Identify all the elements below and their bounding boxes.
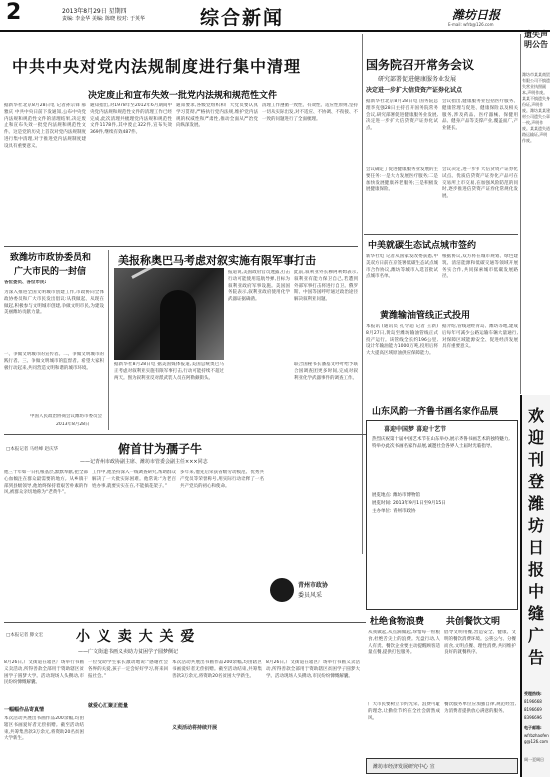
- lead-col-3: 通知要求,各级党组织和广大党员要认真学习贯彻,严格执行党内法规,维护党内法规的权威性和严肃性,推动全面从严治党向纵深发展。: [176, 103, 258, 129]
- letter-date: 2013年8月28日: [56, 422, 90, 427]
- section-divider: [4, 434, 366, 435]
- charity-col-2: 一位受助学生家长激动地说:“感谢社会各界的关爱,孩子一定会好好学习,将来回报社会。”: [88, 660, 168, 679]
- letter-body-2: 一、争做文明城市的宣传者。二、争做文明城市的践行者。三、争做文明城市的监督者。希望大家积极行动起来,共同营造文明和谐的城市环境。: [4, 352, 104, 371]
- issue-date: 2013年8月29日 星期四: [62, 8, 127, 15]
- page-number: 2: [6, 0, 22, 25]
- charity-col-1: 8月26日,广文街道在辖区广场举行书画义卖活动,所得善款全部用于资助辖区贫困学子圆梦大学。活动现场人头攒动,市民纷纷慷慨解囊。: [4, 660, 84, 686]
- cppcc-emblem-icon: [270, 578, 294, 602]
- syria-col-3: 联合国秘书长潘基文呼吁给予联合国调查团更多时间,完成对叙利亚化学武器事件的调查工作。: [294, 362, 358, 381]
- feature-subhead: ——记青州市政协副主席、潍坊市管委会副主任×××同志: [80, 459, 208, 465]
- newspaper-logo: 潍坊日报: [452, 8, 501, 22]
- bottom-banner-text: 潍坊市经济发展研究中心 宣: [373, 764, 435, 770]
- lead-col-2: 通知指出,对1978年至2012年6月期间中央党内法规和规范性文件的清理工作已经完成,此次清理共梳理党内法规和规范性文件1178件,其中废止322件,宣布失效369件,继续有效487件。: [90, 103, 172, 136]
- lead-subhead: 决定废止和宣布失效一批党内法规和规范性文件: [88, 91, 278, 101]
- charity-subhead: ——广文街道书画义卖助力贫困学子圆梦侧记: [78, 649, 179, 655]
- exhibition-headline: 山东风韵一齐鲁书画名家作品展: [372, 407, 499, 417]
- cppcc-logo-sub: 委员风采: [298, 592, 323, 599]
- header-email: E-mail: wfrb@126.com: [448, 22, 494, 27]
- civil-dining-headline: 共创餐饮文明: [446, 617, 501, 627]
- state-council-col-3: 会议确定了促进健康服务业发展的主要任务:一是大力发展医疗服务;二是加快发展健康养老服务;三是积极发展健康保险。: [366, 167, 438, 193]
- feature-col-1: 他三十年如一日扎根基层,默默奉献,把全部心血倾注在群众最需要的地方。从乡镇干部到县级领导,他始终保持着艰苦朴素的作风,被群众亲切地称为“老黄牛”。: [4, 470, 88, 496]
- state-council-col-4: 会议决定,进一步扩大信贷资产证券化试点。优质信贷资产证券化产品可在交易所上市交易,在加强风险防范的同时,逐步推进信贷资产证券化常规化发展。: [442, 167, 518, 200]
- invitation-title: 喜迎中国梦 喜迎十艺节: [384, 426, 447, 433]
- state-council-col-2: 会议指出,健康服务业包括医疗服务、健康管理与促进、健康保险以及相关服务,涉及药品、医疗器械、保健用品、健身产品等支撑产业,覆盖面广,产业链长。: [442, 99, 518, 132]
- lowcarbon-col-2: 根据协议,双方将在城市规划、绿色建筑、清洁能源和低碳交通等领域开展务实合作,共同探索城市低碳发展路径。: [442, 254, 518, 280]
- charity-subhead-c: 义卖活动将持续开展: [172, 725, 218, 731]
- civil-dining-body: 倡导文明用餐,营造安全、健康、文明的餐饮消费环境。公筷公勺、分餐而食,文明点餐、理性消费,共同维护良好的就餐秩序。: [444, 630, 516, 656]
- section-divider: [4, 246, 358, 247]
- notice-title: 遗失声明公告: [524, 30, 548, 49]
- food-waste-body: 从我做起,从点滴做起,珍惜每一粒粮食,杜绝舌尖上的浪费。光盘行动,人人有责。餐饮企业要主动提醒顾客适量点餐,提供打包服务。: [368, 630, 440, 656]
- feature-headline: 俯首甘为孺子牛: [118, 442, 203, 456]
- state-council-subhead-1: 研究部署促进健康服务业发展: [378, 76, 457, 83]
- charity-col-4: 8月26日,广文街道在辖区广场举行书画义卖活动,所得善款全部用于资助辖区贫困学子圆梦大学。活动现场人头攒动,市民纷纷慷慨解囊。: [266, 660, 360, 679]
- lead-col-1: 据新华社北京8月28日电 记者孙宗锋 郝雅庆 中共中央日前下发通知,公布中央党内法规和规范性文件的清理结果,决定废止和宣布失效一批党内法规和规范性文件。这是党的历史上首次对党内法规制度进行集中清理,对于推进党内法规制度建设具有重要意义。: [4, 103, 86, 149]
- letter-body: 为深入推进全国文明城市创建工作,市政协向全体政协委员和广大市民发出倡议:从我做起、从现在做起,积极参与文明城市创建,争做文明市民,为建设美丽潍坊贡献力量。: [4, 290, 104, 316]
- syria-col-2: 此前,叙利亚外长穆阿利姆表示,叙利亚有能力保卫自己,若遭到外部军事打击将进行自卫。俄罗斯、中国等国呼吁通过政治途径解决叙利亚问题。: [294, 270, 358, 303]
- email-address: wfrbzhaofeng@126.com: [524, 733, 549, 744]
- syria-headline: 美报称奥巴马考虑对叙实施有限军事打击: [118, 254, 316, 267]
- syria-col-1: 报道说,美国政府官员透露,打击行动可能使用巡航导弹,目标为叙利亚政府军事设施。美国国务院表示,叙利亚政府使用化学武器证据确凿。: [228, 270, 290, 303]
- column-divider: [362, 34, 363, 554]
- state-council-col-1: 据新华社北京8月28日电 国务院总理李克强28日主持召开国务院常务会议,研究部署促进健康服务业发展,决定进一步扩大信贷资产证券化试点。: [366, 99, 438, 132]
- notice-divider: [520, 34, 521, 394]
- phone-1: 8196668: [524, 699, 542, 704]
- cppcc-logo-text: 青州市政协: [298, 582, 329, 589]
- charity-subhead-a: 一幅幅作品寄真情: [4, 707, 45, 713]
- state-council-headline: 国务院召开常务会议: [366, 58, 475, 72]
- letter-headline-1: 致潍坊市政协委员和: [10, 253, 92, 263]
- ad-strip-text: 欢迎刊登潍坊日报中缝广告: [528, 406, 545, 667]
- invitation-body: 热烈庆祝第十届中国艺术节在山东举办,展示齐鲁书画艺术的独特魅力,特举办此次书画名家作品展,诚邀社会各界人士届时光临指导。: [372, 437, 510, 449]
- pipeline-col-2: 据介绍,管线途经青岛、潍坊等地,建成后每年可减少公路运输车辆大量通行,对保障区域能源安全、促进经济发展具有重要意义。: [442, 324, 518, 350]
- phone-2: 8196669: [524, 707, 542, 712]
- exhibition-time: 展览时间: 2013年9月1日至9月15日: [372, 501, 446, 506]
- lowcarbon-headline: 中美就碳生态试点城市签约: [368, 241, 477, 251]
- food-waste-body-2: 广大市民要树立节约光荣、浪费可耻的理念,让勤俭节约在全社会蔚然成风。: [368, 702, 440, 721]
- charity-subhead-b: 就爱心汇聚正能量: [88, 703, 129, 709]
- pipeline-col-1: 本报讯 (通讯员 孔令超 记者 王新) 8月27日,黄岛至潍坊输油管线正式投产运行。该管线全长约196公里,设计年输油能力1000万吨,投用后将大大提高区域原油供应保障能力。: [366, 324, 438, 357]
- charity-col-3: 本次活动共展出书画作品200余幅,均由辖区书画爱好者无偿捐赠。截至活动结束,共筹集善款3万余元,将资助20名贫困大学新生。: [172, 660, 262, 679]
- section-divider: [364, 234, 518, 235]
- charity-byline: □本报记者 滕文宏: [6, 633, 44, 638]
- hotline-label: 受理热线:: [524, 691, 542, 696]
- news-photo: [114, 268, 224, 360]
- section-divider: [4, 622, 366, 623]
- exhibition-venue: 展览地点: 潍坊市博物馆: [372, 493, 420, 498]
- lowcarbon-col-1: 新华社电 记者从国家发改委获悉,中美双方日前在京签署低碳生态试点城市合作协议,潍坊等城市入选首批试点城市名单。: [366, 254, 438, 280]
- letter-greeting: 各位委员、各位市民:: [4, 280, 47, 285]
- ad-hours: 周一至周日: [524, 757, 544, 762]
- bottom-banner: [366, 758, 518, 774]
- feature-col-3: 多年来,他先后荣获省级劳动模范、优秀共产党员等荣誉称号,用实际行动诠释了一名共产党员的初心和使命。: [180, 470, 264, 489]
- feature-col-2: 工作中,他坚持深入一线调查研究,帮助群众解决了一大批实际困难。他常说:“为老百姓办事,就要实实在在,不能搞花架子。”: [92, 470, 176, 489]
- section-title: 综合新闻: [200, 7, 285, 29]
- lead-col-4: 清理工作遵循一致性、有效性、适应性原则,坚持一切从实际出发,对不适应、不协调、不衔接、不一致的问题进行了全面梳理。: [262, 103, 358, 122]
- letter-signature: 中国人民政治协商会议潍坊市委员会: [30, 414, 102, 419]
- photo-caption: 据新华社8月28日电 据美国媒体报道,美国总统奥巴马正考虑对叙利亚实施有限军事打击,行动可能持续不超过两天。图为叙利亚反对派武装人员在阿勒颇街头。: [114, 362, 224, 381]
- pipeline-headline: 黄潍输油管线正式投用: [380, 311, 471, 321]
- email-label: 电子邮箱:: [524, 725, 542, 730]
- charity-col-1b: 本次活动共展出书画作品200余幅,均由辖区书画爱好者无偿捐赠。截至活动结束,共筹集善款3万余元,将资助20名贫困大学新生。: [4, 716, 84, 742]
- state-council-subhead-2: 决定进一步扩大信贷资产证券化试点: [366, 87, 463, 94]
- exhibition-organizer: 主办单位: 青州市政协: [372, 509, 416, 514]
- food-waste-headline: 杜绝食物浪费: [370, 617, 425, 627]
- civil-dining-body-2: 餐饮服务单位应加强自律,规范经营,为消费者提供放心满意的服务。: [444, 702, 516, 714]
- notice-body: 潍坊市某某商贸有限公司不慎遗失营业执照副本,声明作废。某某不慎遗失身份证,声明作废。潍坊某某建材公司遗失公章一枚,声明作废。某某遗失道路运输证,声明作废。: [522, 72, 550, 143]
- column-divider: [108, 250, 109, 430]
- page-header: [0, 0, 550, 30]
- phone-3: 8396696: [524, 715, 542, 720]
- editor-line: 责编: 李金华 美编: 陈晓 校对: 于英华: [62, 16, 146, 22]
- ad-strip: [520, 395, 550, 777]
- header-rule: [0, 30, 550, 32]
- charity-headline: 小 义 卖 大 关 爱: [76, 629, 196, 645]
- feature-byline: □本报记者 马经峰 赵庆华: [6, 447, 59, 452]
- letter-headline-2: 广大市民的一封信: [14, 267, 87, 277]
- lead-headline: 中共中央对党内法规制度进行集中清理: [12, 57, 302, 76]
